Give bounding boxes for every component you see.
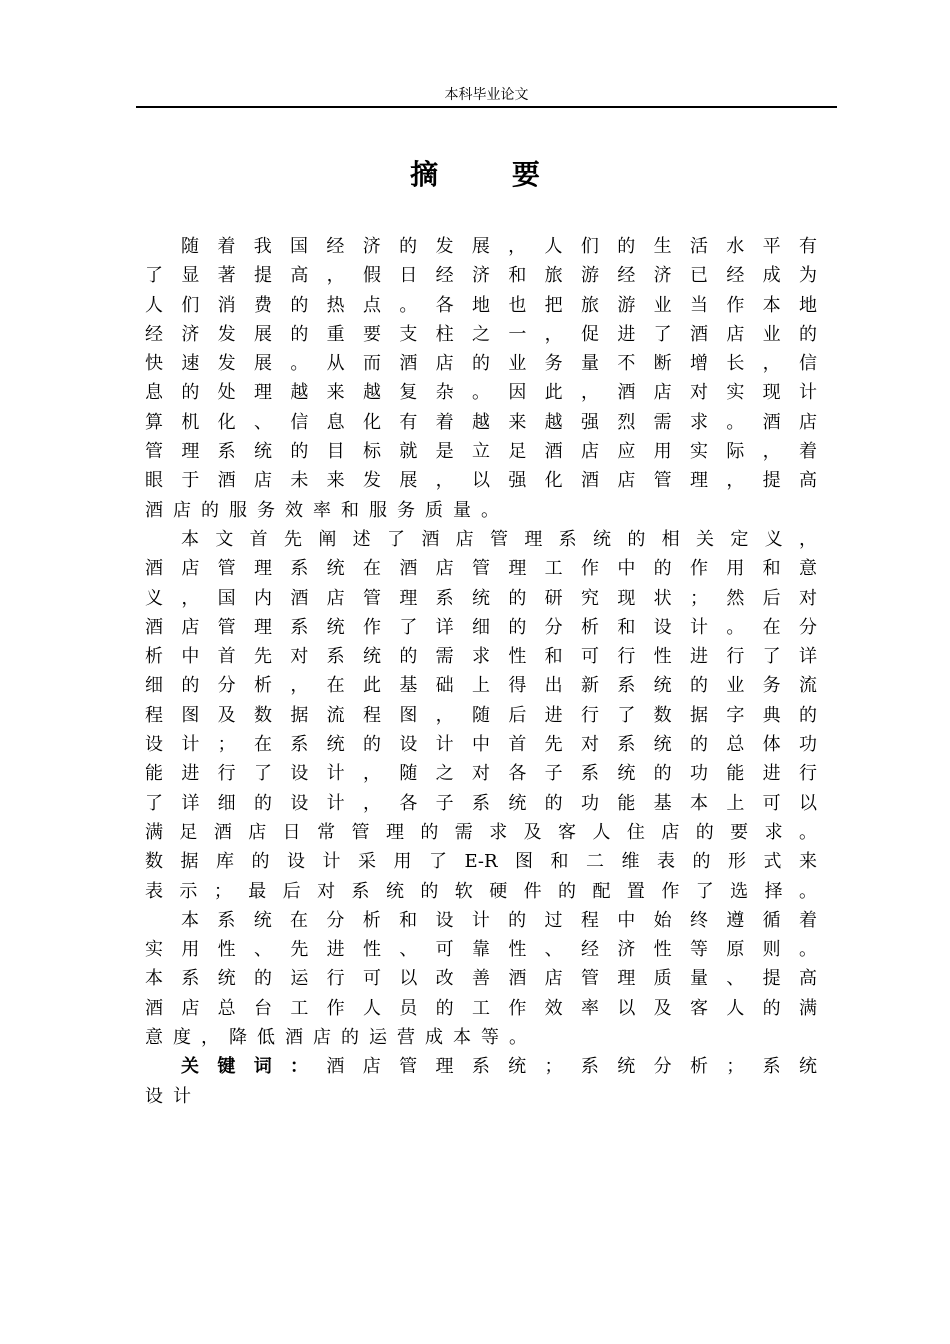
- keywords-line: [145, 1052, 817, 1081]
- text-line: 酒店管理系统在酒店管理工作中的作用和意: [145, 558, 817, 580]
- abstract-paragraph-2: [145, 525, 817, 906]
- text-line: 实用性、先进性、可靠性、经济性等原则。: [145, 939, 817, 961]
- text-line: 算机化、信息化有着越来越强烈需求。酒店: [145, 411, 817, 433]
- text-line: 酒店管理系统作了详细的分析和设计。在分: [145, 616, 817, 638]
- running-header: [136, 86, 837, 108]
- text-line: 人们消费的热点。各地也把旅游业当作本地: [145, 294, 817, 316]
- keywords-label: 关键词：: [181, 1056, 327, 1078]
- running-header-title: 本科毕业论文: [444, 87, 529, 103]
- text-line: 数据库的设计采用了E-R图和二维表的形式来: [145, 851, 817, 873]
- text-line: 设计；在系统的设计中首先对系统的总体功: [145, 734, 817, 756]
- text-line: 快速发展。从而酒店的业务量不断增长，信: [145, 353, 817, 375]
- abstract-body: [145, 232, 817, 1111]
- abstract-paragraph-3: [145, 906, 817, 1052]
- keywords-continuation: 设计: [145, 1085, 201, 1107]
- abstract-title: 摘 要: [410, 158, 572, 191]
- text-line: 经济发展的重要支柱之一，促进了酒店业的: [145, 323, 817, 345]
- text-line: 息的处理越来越复杂。因此，酒店对实现计: [145, 382, 817, 404]
- keywords-list: 酒店管理系统；系统分析；系统: [326, 1056, 818, 1078]
- text-line: 细的分析，在此基础上得出新系统的业务流: [145, 675, 817, 697]
- text-line: 能进行了设计，随之对各子系统的功能进行: [145, 763, 817, 785]
- keywords: [145, 1052, 817, 1111]
- text-line: 满足酒店日常管理的需求及客人住店的要求。: [145, 821, 817, 843]
- text-line: 了详细的设计，各子系统的功能基本上可以: [145, 792, 817, 814]
- text-line: 管理系统的目标就是立足酒店应用实际，着: [145, 441, 817, 463]
- text-line: 了显著提高，假日经济和旅游经济已经成为: [145, 265, 817, 287]
- text-line: 本系统的运行可以改善酒店管理质量、提高: [145, 968, 817, 990]
- text-line: 随着我国经济的发展，人们的生活水平有: [181, 236, 817, 257]
- text-line: 眼于酒店未来发展，以强化酒店管理，提高: [145, 470, 817, 492]
- text-line: 析中首先对系统的需求性和可行性进行了详: [145, 646, 817, 668]
- text-line: 本系统在分析和设计的过程中始终遵循着: [181, 909, 817, 931]
- text-line: 意度，降低酒店的运营成本等。: [145, 1027, 537, 1049]
- text-line: 义，国内酒店管理系统的研究现状；然后对: [145, 587, 817, 609]
- text-line: 本文首先阐述了酒店管理系统的相关定义，: [181, 528, 817, 550]
- text-line: 酒店的服务效率和服务质量。: [145, 499, 509, 521]
- text-line: 表示；最后对系统的软硬件的配置作了选择。: [145, 880, 817, 902]
- abstract-paragraph-1: [145, 232, 817, 525]
- text-line: 酒店总台工作人员的工作效率以及客人的满: [145, 997, 817, 1019]
- text-line: 程图及数据流程图，随后进行了数据字典的: [145, 704, 817, 726]
